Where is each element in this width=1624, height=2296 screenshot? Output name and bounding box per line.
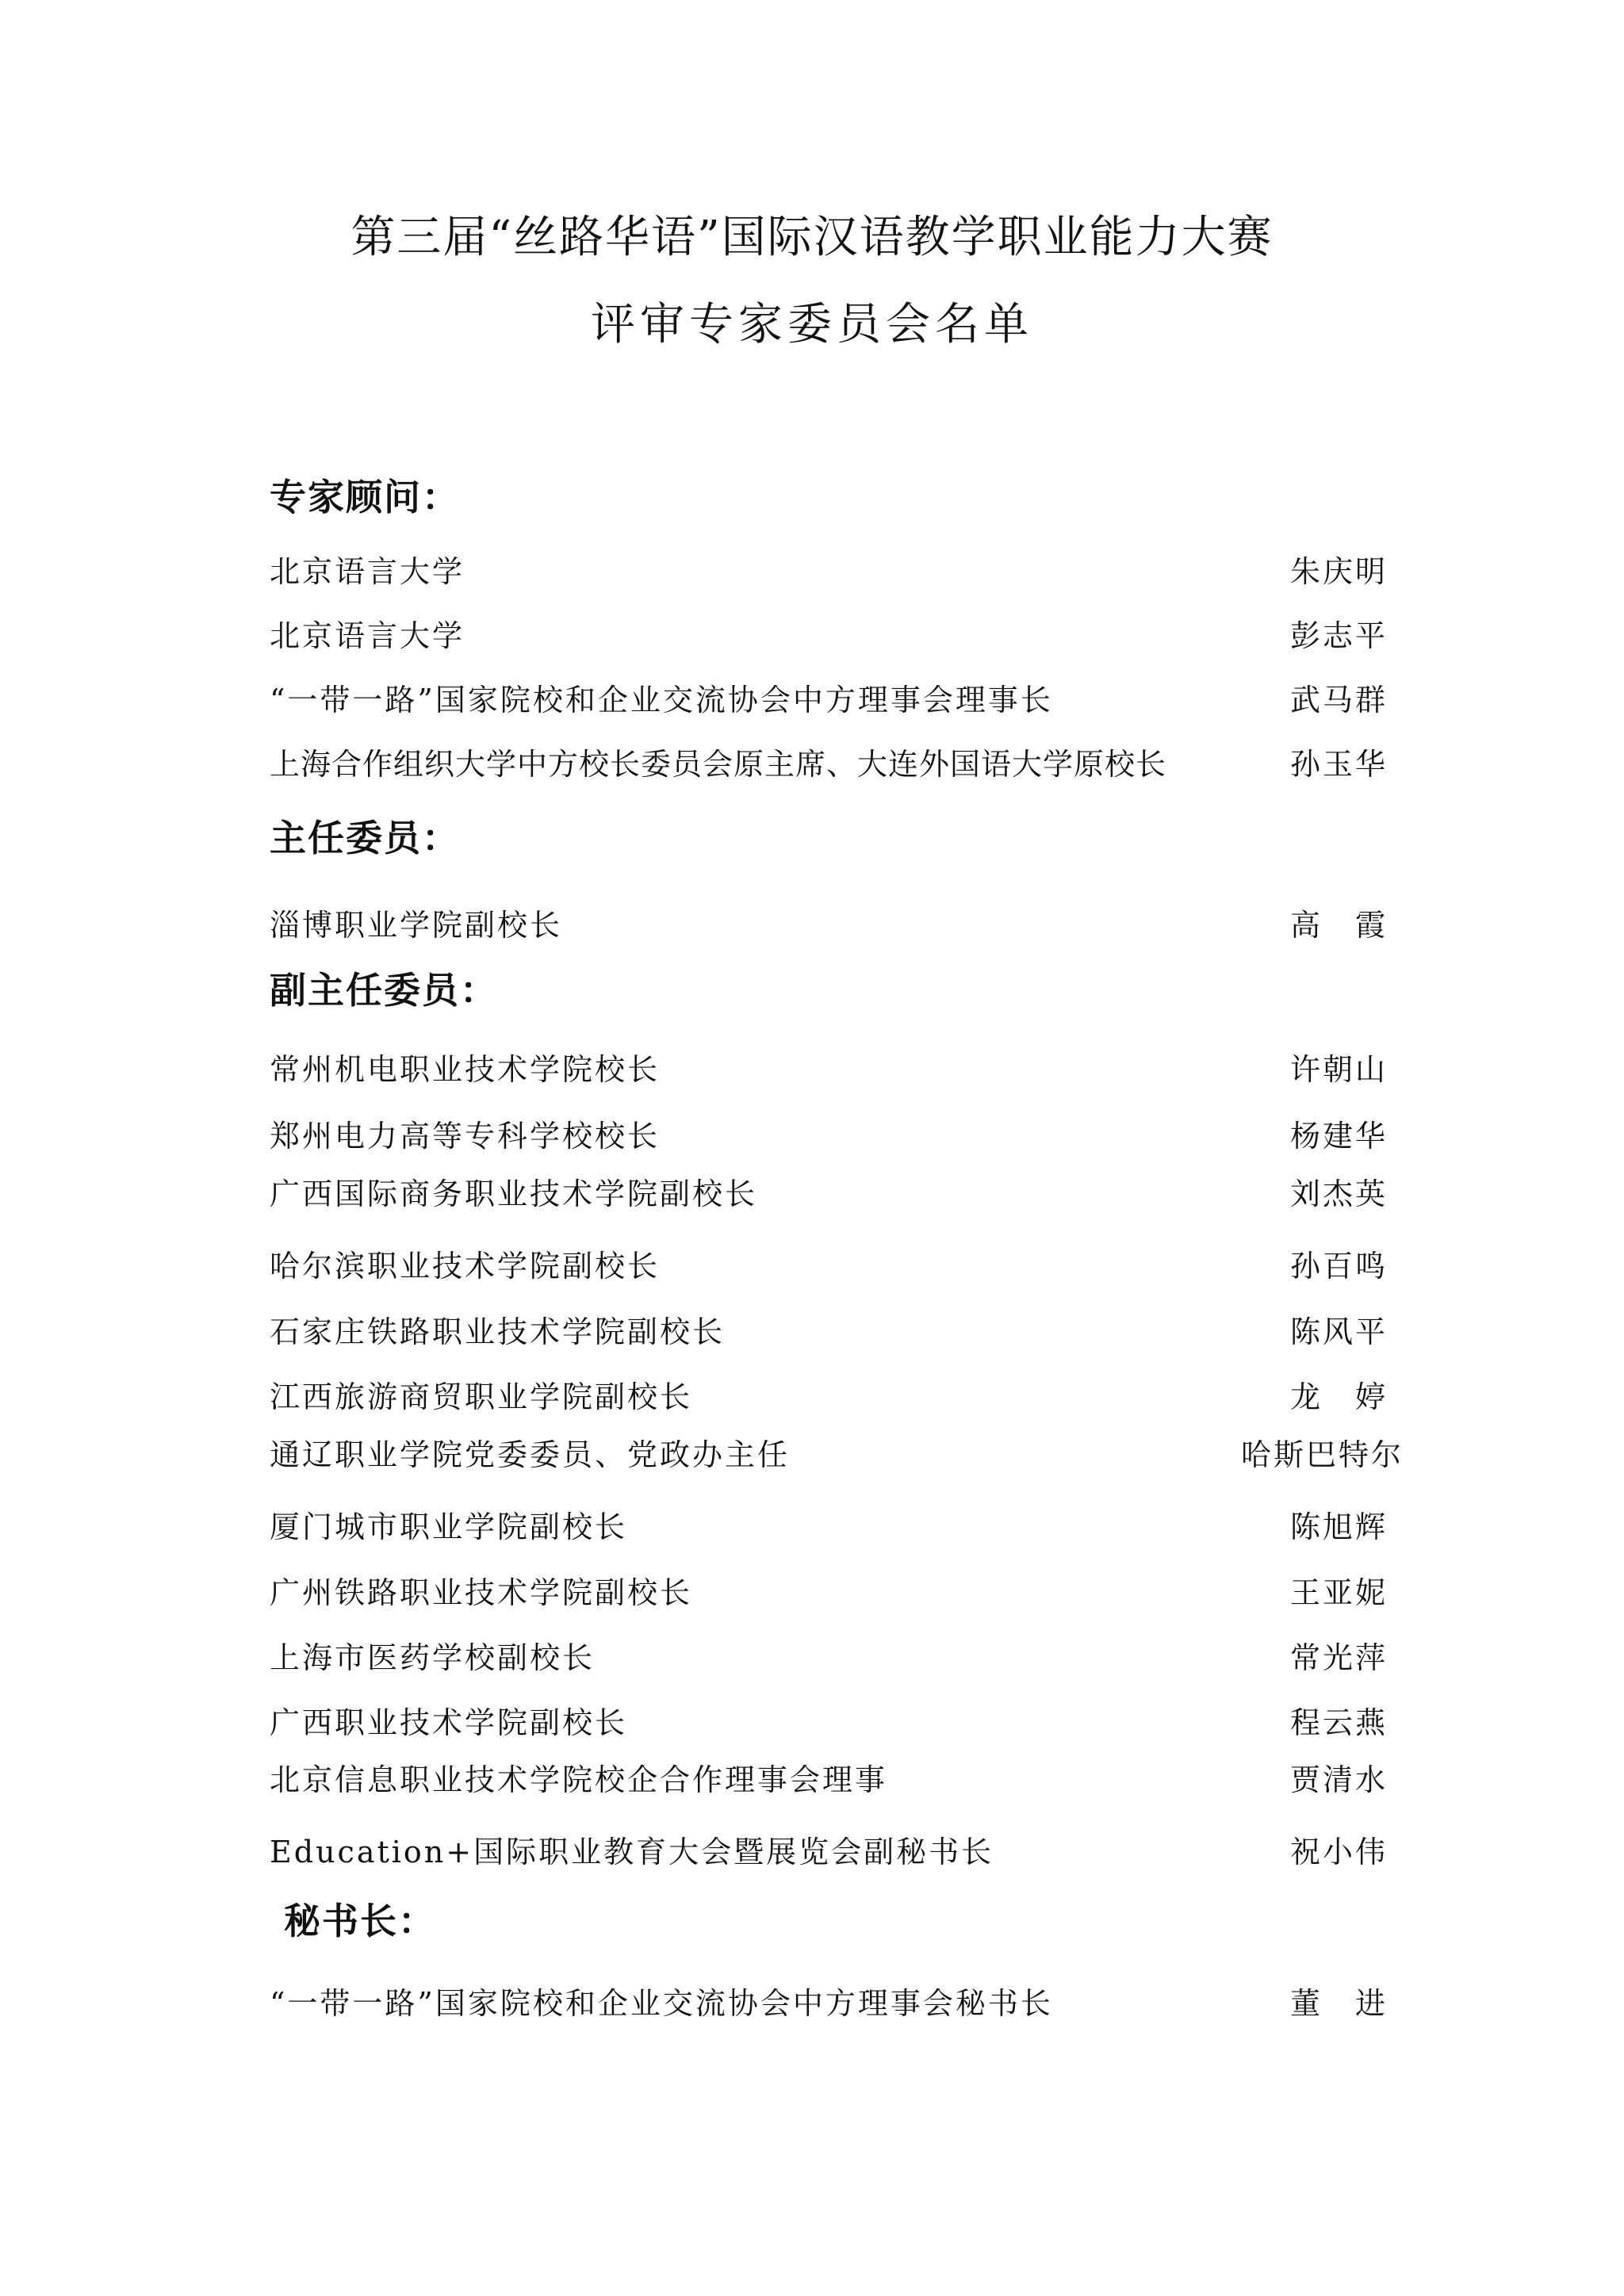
list-item: [270, 554, 1388, 601]
list-item: [270, 1988, 1388, 2033]
member-name: 祝小伟: [1289, 1835, 1388, 1869]
document-subtitle: 评审专家委员会名单: [591, 299, 1033, 350]
member-name: 贾清水: [1289, 1762, 1388, 1797]
member-organization: 北京语言大学: [270, 618, 465, 653]
member-name: 许朝山: [1289, 1052, 1388, 1087]
member-name: 高 霞: [1289, 908, 1388, 943]
member-organization: 常州机电职业技术学院校长: [270, 1052, 661, 1087]
member-name: 陈旭辉: [1289, 1510, 1388, 1544]
section-heading-chair: 主任委员：: [270, 817, 460, 859]
member-organization: 厦门城市职业学院副校长: [270, 1510, 628, 1544]
list-item: [270, 1705, 1388, 1752]
list-item: [270, 618, 1388, 665]
member-organization: 广西职业技术学院副校长: [270, 1705, 628, 1740]
member-organization: 石家庄铁路职业技术学院副校长: [270, 1314, 726, 1349]
member-organization: 哈尔滨职业技术学院副校长: [270, 1249, 661, 1284]
member-name: 杨建华: [1289, 1119, 1388, 1154]
list-item: [270, 685, 1388, 729]
list-item: [270, 1512, 1388, 1556]
member-name: 陈风平: [1289, 1314, 1388, 1349]
member-name: 程云燕: [1289, 1705, 1388, 1740]
list-item: [270, 1054, 1388, 1099]
list-item: [270, 1314, 1388, 1361]
member-organization: 江西旅游商贸职业学院副校长: [270, 1380, 693, 1414]
member-organization: 淄博职业学院副校长: [270, 908, 563, 943]
member-name: 王亚妮: [1289, 1575, 1388, 1610]
member-organization: 北京信息职业技术学院校企合作理事会理事: [270, 1762, 888, 1797]
list-item: [270, 1382, 1388, 1426]
list-item: [270, 749, 1388, 794]
list-item: [270, 1837, 1388, 1881]
member-organization: “一带一路”国家院校和企业交流协会中方理事会理事长: [270, 683, 1053, 718]
member-organization: Education+国际职业教育大会暨展览会副秘书长: [270, 1835, 994, 1869]
list-item: [270, 1121, 1388, 1165]
member-name: 常光萍: [1289, 1640, 1388, 1675]
member-name: 龙 婷: [1289, 1380, 1388, 1414]
member-name: 董 进: [1289, 1986, 1388, 2021]
member-name: 孙百鸣: [1289, 1249, 1388, 1284]
list-item: [270, 1437, 1404, 1484]
member-organization: “一带一路”国家院校和企业交流协会中方理事会秘书长: [270, 1986, 1053, 2021]
section-heading-vice-chairs: 副主任委员：: [270, 969, 498, 1012]
section-heading-advisors: 专家顾问：: [270, 476, 460, 519]
member-organization: 上海市医药学校副校长: [270, 1640, 596, 1675]
list-item: [270, 1575, 1388, 1622]
section-heading-secretary-general: 秘书长：: [284, 1900, 436, 1942]
member-organization: 广西国际商务职业技术学院副校长: [270, 1177, 758, 1211]
member-name: 朱庆明: [1289, 554, 1388, 589]
member-name: 武马群: [1289, 683, 1388, 718]
member-name: 彭志平: [1289, 618, 1388, 653]
member-organization: 北京语言大学: [270, 554, 465, 589]
member-organization: 郑州电力高等专科学校校长: [270, 1119, 661, 1154]
document-title: 第三届“丝路华语”国际汉语教学职业能力大赛: [350, 212, 1274, 263]
list-item: [270, 910, 1388, 955]
list-item: [270, 1640, 1388, 1687]
list-item: [270, 1762, 1388, 1809]
member-organization: 广州铁路职业技术学院副校长: [270, 1575, 693, 1610]
member-organization: 上海合作组织大学中方校长委员会原主席、大连外国语大学原校长: [270, 747, 1167, 782]
member-name: 哈斯巴特尔: [1240, 1437, 1404, 1472]
list-item: [270, 1179, 1388, 1223]
member-name: 孙玉华: [1289, 747, 1388, 782]
list-item: [270, 1251, 1388, 1295]
member-organization: 通辽职业学院党委委员、党政办主任: [270, 1437, 791, 1472]
member-name: 刘杰英: [1289, 1177, 1388, 1211]
